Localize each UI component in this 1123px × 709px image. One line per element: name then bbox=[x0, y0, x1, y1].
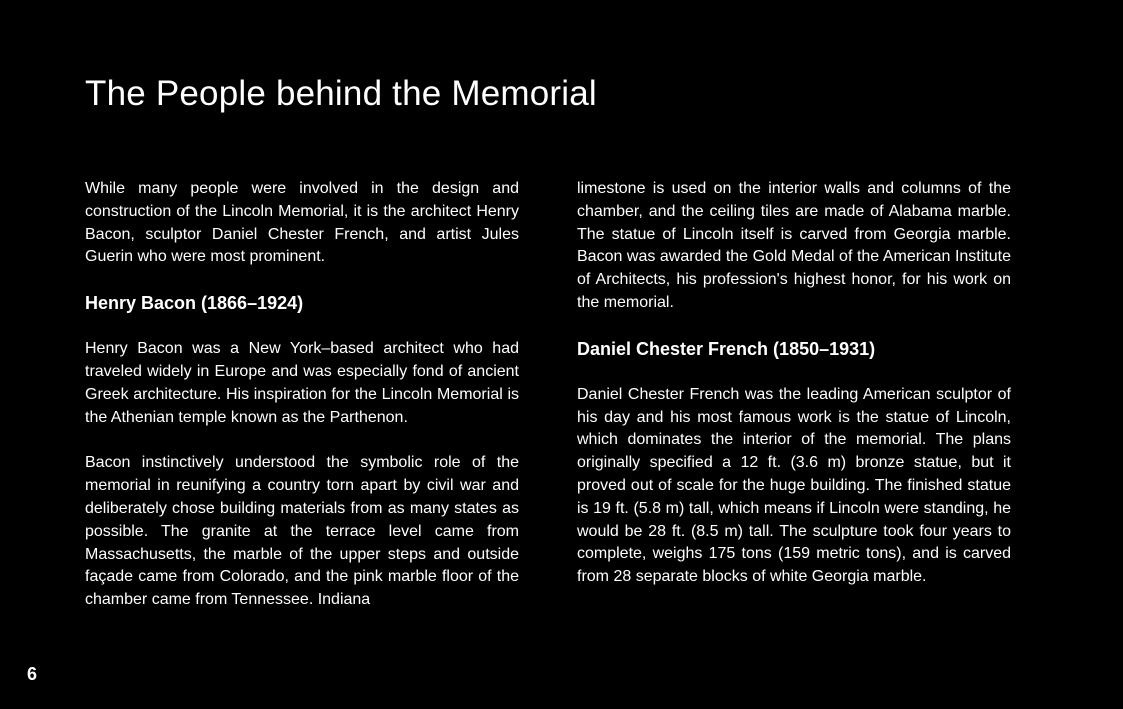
daniel-chester-french-paragraph: Daniel Chester French was the leading American sculptor of his day and his most famous work is the statue of Lincoln, which dominates the interior of the memorial. The plans originally specified a 12 ft. (3.6 m) bronze statue, but it proved out of scale for the huge building. The finished statue is 19 ft. (5.8 m) tall, which means if Lincoln were standing, he would be 28 ft. (8.5 m) tall. The sculpture took four years to complete, weighs 175 tons (159 metric tons), and is carved from 28 separate blocks of white Georgia marble. bbox=[577, 385, 1011, 586]
left-column bbox=[85, 178, 519, 612]
right-column bbox=[577, 178, 1011, 589]
page-number: 6 bbox=[27, 664, 38, 684]
henry-bacon-heading: Henry Bacon (1866–1924) bbox=[85, 293, 304, 314]
page-title: The People behind the Memorial bbox=[85, 74, 597, 113]
henry-bacon-paragraph-continued: limestone is used on the interior walls and columns of the chamber, and the ceiling tiles are made of Alabama marble. The statue of Lincoln itself is carved from Georgia marble. Bacon was awarded the Gold Medal of the American Institute of Architects, his profession's highest honor, for his work on the memorial. bbox=[577, 180, 1011, 311]
henry-bacon-paragraph-1: Henry Bacon was a New York–based architect who had traveled widely in Europe and was especially fond of ancient Greek architecture. His inspiration for the Lincoln Memorial is the Athenian temple known as the Parthenon. bbox=[85, 340, 519, 426]
henry-bacon-paragraph-2: Bacon instinctively understood the symbolic role of the memorial in reunifying a country torn apart by civil war and deliberately chose building materials from as many states as possible. The granite at the terrace level came from Massachusetts, the marble of the upper steps and outside façade came from Colorado, and the pink marble floor of the chamber came from Tennessee. Indiana bbox=[85, 454, 519, 609]
intro-paragraph: While many people were involved in the design and construction of the Lincoln Memorial, it is the architect Henry Bacon, sculptor Daniel Chester French, and artist Jules Guerin who were most prominent. bbox=[85, 180, 519, 266]
daniel-chester-french-heading: Daniel Chester French (1850–1931) bbox=[577, 338, 876, 359]
